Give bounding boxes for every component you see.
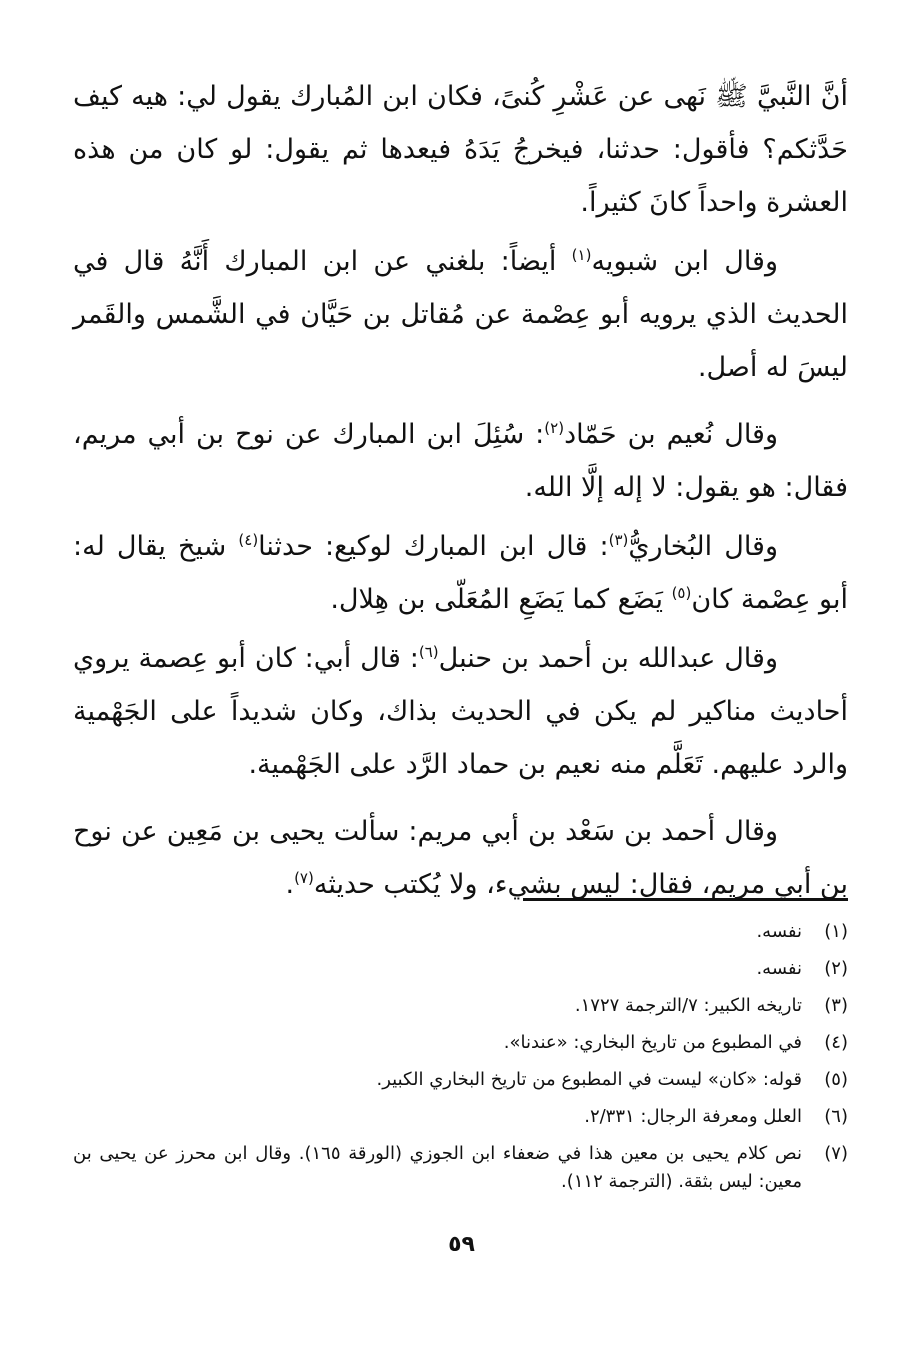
footnote <box>73 1140 848 1196</box>
paragraph-text: شيخ يقال له: أبو عِصْمة كان <box>73 531 848 615</box>
paragraph <box>73 520 848 626</box>
footnote-reference: (٢) <box>544 419 565 437</box>
footnote <box>73 992 848 1020</box>
footnote-reference: (٧) <box>294 869 314 887</box>
paragraph-text: أيضاً: بلغني عن ابن المبارك أَنَّهُ قال في الحديث الذي يرويه أبو عِصْمة عن مُقاتل بن حَيَّان في الشَّمس والقَمر ليسَ له أصل. <box>73 246 848 383</box>
footnote-text: في المطبوع من تاريخ البخاري: «عندنا». <box>503 1032 802 1053</box>
footnote-number: (٧) <box>824 1143 848 1164</box>
paragraph-text: وقال أحمد بن سَعْد بن أبي مريم: سألت يحيى بن مَعِين عن نوح بن أبي مريم، فقال: ليس بشيء، ولا يُكتب حديثه <box>73 816 848 900</box>
footnote-text: العلل ومعرفة الرجال: ٢/٣٣١. <box>584 1106 802 1127</box>
paragraph-text: وقال البُخاريُّ <box>628 531 779 562</box>
footnotes <box>73 918 848 1205</box>
footnote-text: نفسه. <box>756 921 802 942</box>
paragraph <box>73 632 848 791</box>
footnote-number: (٦) <box>824 1106 848 1127</box>
footnote-number: (٥) <box>824 1069 848 1090</box>
footnote-reference: (٤) <box>238 531 259 549</box>
main-text <box>73 70 848 917</box>
footnote <box>73 1029 848 1057</box>
paragraph-text: : قال ابن المبارك لوكيع: حدثنا <box>258 531 609 562</box>
footnote-reference: (٥) <box>671 584 692 602</box>
paragraph-text: وقال نُعيم بن حَمّاد <box>564 419 779 450</box>
footnote <box>73 1103 848 1131</box>
footnote-text: تاريخه الكبير: ٧/الترجمة ١٧٢٧. <box>574 995 802 1016</box>
footnote <box>73 1066 848 1094</box>
page-number: ٥٩ <box>448 1232 475 1257</box>
paragraph-text: يَضَع كما يَضَعِ المُعَلّى بن هِلال. <box>330 584 672 615</box>
paragraph <box>73 805 848 911</box>
footnote-number: (٤) <box>824 1032 848 1053</box>
paragraph-text: : قال أبي: كان أبو عِصمة يروي أحاديث مناكير لم يكن في الحديث بذاك، وكان شديداً على الجَهْمية والرد عليهم. تَعَلَّم منه نعيم بن حماد الرَّد على الجَهْمية. <box>73 643 848 780</box>
footnote <box>73 918 848 946</box>
footnote-reference: (١) <box>571 246 592 264</box>
footnote-number: (١) <box>824 921 848 942</box>
paragraph-text: أنَّ النَّبيَّ ﷺ نَهى عن عَشْرِ كُنىً، فكان ابن المُبارك يقول لي: هيه كيف حَدَّثكم؟ فأقول: حدثنا، فيخرجُ يَدَهُ فيعدها ثم يقول: لو كان من هذه العشرة واحداً كانَ كثيراً. <box>73 81 848 218</box>
footnote-reference: (٦) <box>418 643 439 661</box>
footnote-text: قوله: «كان» ليست في المطبوع من تاريخ البخاري الكبير. <box>376 1069 802 1090</box>
footnote-text: نص كلام يحيى بن معين هذا في ضعفاء ابن الجوزي (الورقة ١٦٥). وقال ابن محرز عن يحيى بن معين: ليس بثقة. (الترجمة ١١٢). <box>73 1143 802 1192</box>
footnote-reference: (٣) <box>608 531 629 549</box>
paragraph <box>73 70 848 229</box>
footnote-number: (٢) <box>824 958 848 979</box>
paragraph <box>73 235 848 394</box>
paragraph-text: . <box>285 869 295 900</box>
paragraph-text: : سُئِلَ ابن المبارك عن نوح بن أبي مريم، فقال: هو يقول: لا إله إلَّا الله. <box>73 419 848 503</box>
paragraph-text: وقال عبدالله بن أحمد بن حنبل <box>438 643 778 674</box>
footnote <box>73 955 848 983</box>
footnote-number: (٣) <box>824 995 848 1016</box>
footnote-divider <box>523 898 848 901</box>
paragraph-text: وقال ابن شبويه <box>591 246 778 277</box>
footnote-text: نفسه. <box>756 958 802 979</box>
paragraph <box>73 408 848 514</box>
